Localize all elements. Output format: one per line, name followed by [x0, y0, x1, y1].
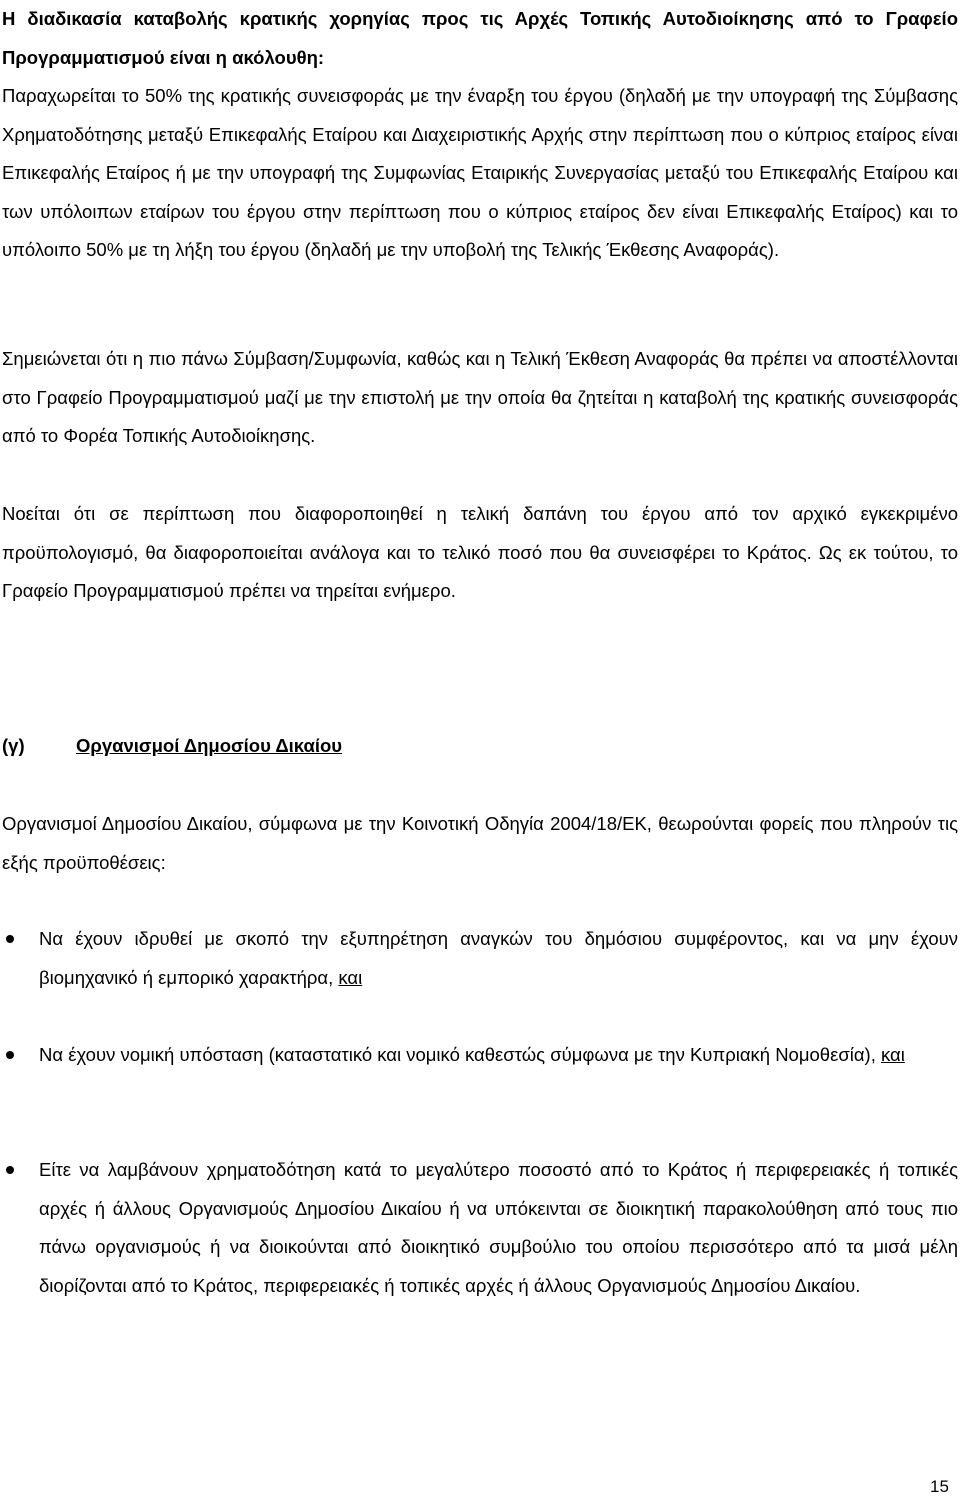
bullet-connector: και: [881, 1044, 905, 1065]
note-paragraph: Σημειώνεται ότι η πιο πάνω Σύμβαση/Συμφωνία, καθώς και η Τελική Έκθεση Αναφοράς θα πρέπει να αποστέλλονται στο Γραφείο Προγραμματισμού μαζί με την επιστολή με την οποία θα ζητείται η καταβολή της κρατικής συνεισφοράς από το Φορέα Τοπικής Αυτοδιοίκησης.: [2, 348, 958, 446]
bullet-body: Να έχουν νομική υπόσταση (καταστατικό και νομικό καθεστώς σύμφωνα με την Κυπριακή Νομοθεσία),: [39, 1044, 876, 1065]
page-number: 15: [930, 1477, 949, 1496]
bullet-text: [39, 1151, 958, 1305]
intro-heading: Η διαδικασία καταβολής κρατικής χορηγίας προς τις Αρχές Τοπικής Αυτοδιοίκησης από το Γραφείο Προγραμματισμού είναι η ακόλουθη:: [2, 8, 958, 68]
bullet-connector: και: [338, 966, 363, 988]
bullet-body: Είτε να λαμβάνουν χρηματοδότηση κατά το μεγαλύτερο ποσοστό από το Κράτος ή περιφερειακές ή τοπικές αρχές ή άλλους Οργανισμούς Δημοσίου Δικαίου ή να υπόκεινται σε διοικητική παρακολούθηση από τους πιο πάνω οργανισμούς ή να διοικούνται από διοικητικό συμβούλιο του οποίου περισσότερο από τα μισά μέλη διορίζονται από το Κράτος, περιφερειακές ή τοπικές αρχές ή άλλους Οργανισμούς Δημοσίου Δικαίου.: [39, 1159, 958, 1296]
bullet-text: [39, 920, 958, 997]
section-title: Οργανισμοί Δημοσίου Δικαίου: [76, 735, 343, 756]
bullet-dot-icon: [6, 935, 14, 943]
intro-paragraph: [2, 0, 958, 270]
bullet-dot-icon: [6, 1166, 14, 1174]
section-letter: (γ): [2, 735, 25, 756]
bullet-dot-icon: [6, 1051, 14, 1059]
definition-paragraph: Οργανισμοί Δημοσίου Δικαίου, σύμφωνα με την Κοινοτική Οδηγία 2004/18/ΕΚ, θεωρούνται φορείς που πληρούν τις εξής προϋποθέσεις:: [2, 813, 958, 873]
bullet-body: Να έχουν ιδρυθεί με σκοπό την εξυπηρέτηση αναγκών του δημόσιου συμφέροντος, και να μην έχουν βιομηχανικό ή εμπορικό χαρακτήρα,: [39, 928, 958, 988]
bullet-text: [39, 1036, 958, 1075]
cost-paragraph: Νοείται ότι σε περίπτωση που διαφοροποιηθεί η τελική δαπάνη του έργου από τον αρχικό εγκεκριμένο προϋπολογισμό, θα διαφοροποιείται ανάλογα και το τελικό ποσό που θα συνεισφέρει το Κράτος. Ως εκ τούτου, το Γραφείο Προγραμματισμού πρέπει να τηρείται ενήμερο.: [2, 503, 958, 601]
intro-body: Παραχωρείται το 50% της κρατικής συνεισφοράς με την έναρξη του έργου (δηλαδή με την υπογραφή της Σύμβασης Χρηματοδότησης μεταξύ Επικεφαλής Εταίρου και Διαχειριστικής Αρχής στην περίπτωση που ο κύπριος εταίρος είναι Επικεφαλής Εταίρος ή με την υπογραφή της Συμφωνίας Εταιρικής Συνεργασίας μεταξύ του Επικεφαλής Εταίρου και των υπόλοιπων εταίρων του έργου στην περίπτωση που ο κύπριος εταίρος δεν είναι Επικεφαλής Εταίρος) και το υπόλοιπο 50% με τη λήξη του έργου (δηλαδή με την υποβολή της Τελικής Έκθεσης Αναφοράς).: [2, 85, 958, 260]
